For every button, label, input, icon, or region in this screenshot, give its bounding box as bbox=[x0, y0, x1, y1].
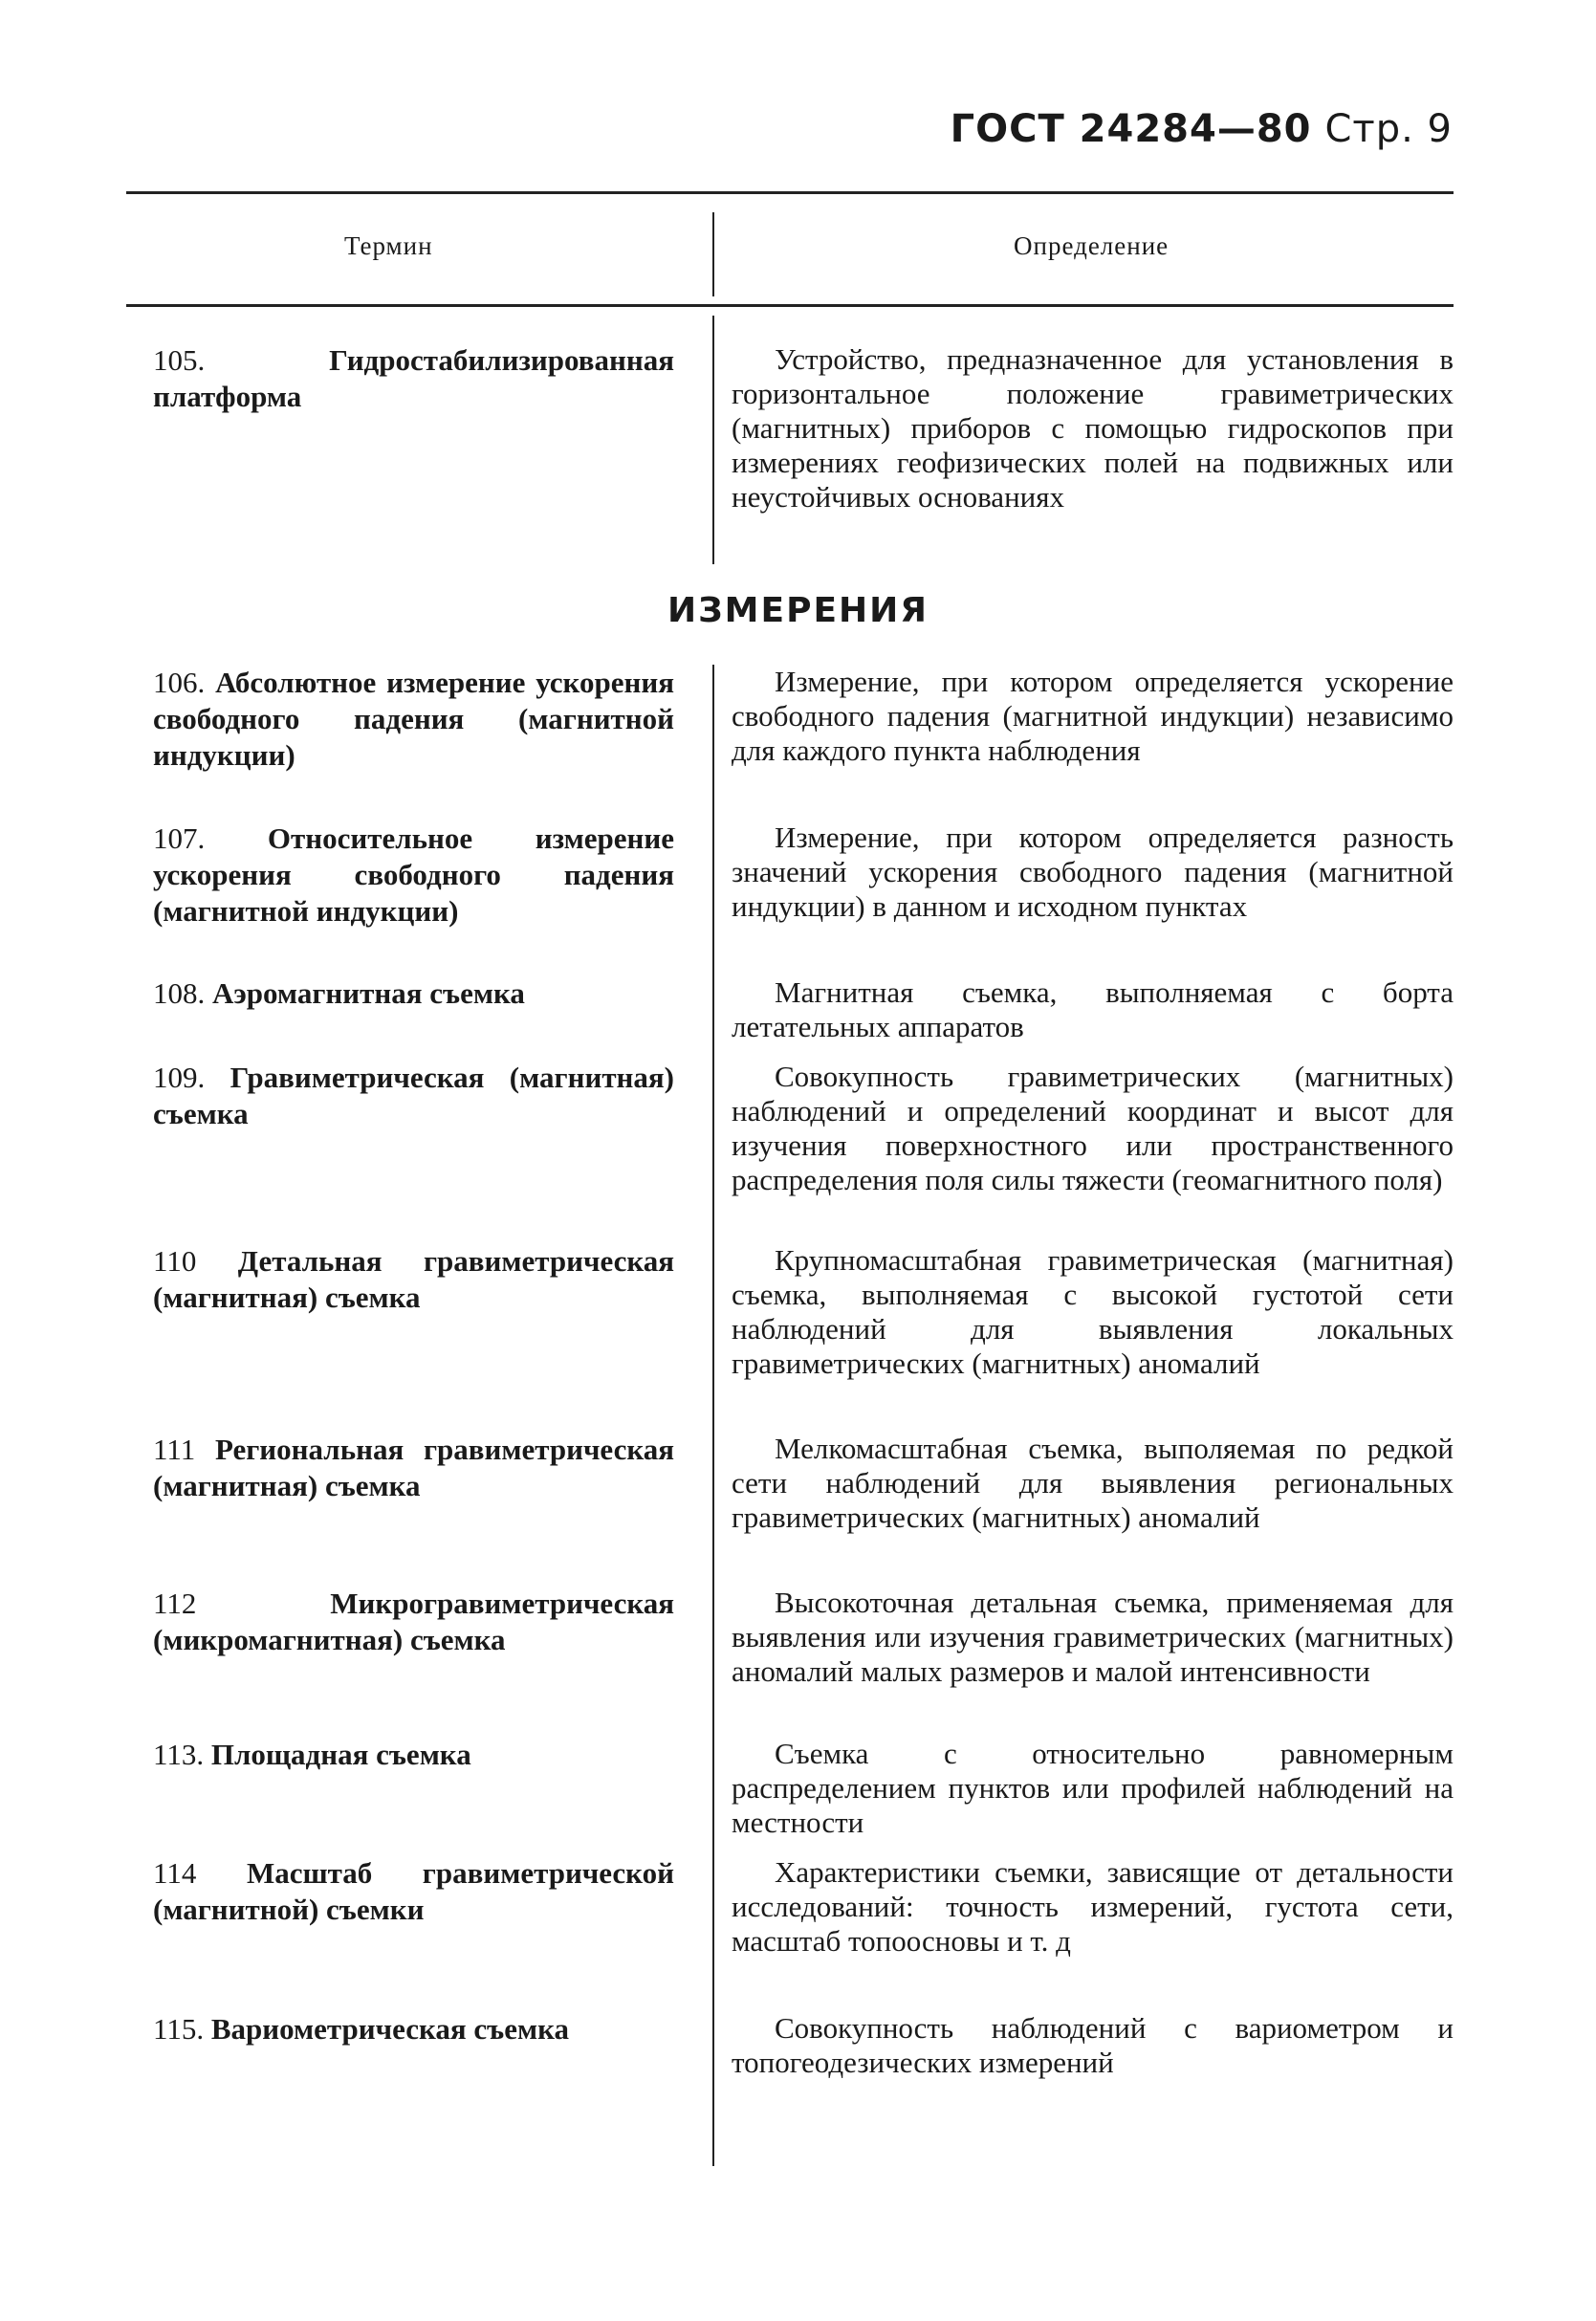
term-number: 106. bbox=[153, 666, 206, 699]
definition: Совокупность наблюдений с вариометром и топогеодезических измерений bbox=[732, 2011, 1454, 2079]
page-number: Стр. 9 bbox=[1324, 107, 1453, 151]
term bbox=[153, 1432, 674, 1504]
term-name: Вариометрическая съемка bbox=[210, 2012, 570, 2046]
definition: Измерение, при котором определяется ускорение свободного падения (магнитной индукции) независимо для каждого пункта наблюдения bbox=[732, 665, 1454, 767]
definition: Мелкомасштабная съемка, выполяемая по редкой сети наблюдений для выявления региональных гравиметрических (магнитных) аномалий bbox=[732, 1432, 1454, 1534]
term-number: 114 bbox=[153, 1856, 197, 1890]
table-header-rule bbox=[126, 304, 1454, 307]
term bbox=[153, 2011, 674, 2047]
term-name: Масштаб гравиметрической (магнитной) съемки bbox=[153, 1856, 675, 1926]
standard-code: ГОСТ 24284—80 bbox=[950, 107, 1312, 151]
term bbox=[153, 1060, 674, 1132]
definition: Измерение, при котором определяется разность значений ускорения свободного падения (магнитной индукции) в данном и исходном пунктах bbox=[732, 821, 1454, 923]
column-header-definition: Определение bbox=[1014, 231, 1170, 260]
term-number: 115. bbox=[153, 2012, 205, 2046]
term-number: 110 bbox=[153, 1244, 197, 1278]
column-divider-header bbox=[712, 212, 714, 296]
term-name: Детальная гравиметрическая (магнитная) съемка bbox=[153, 1244, 675, 1314]
term-number: 107. bbox=[153, 821, 206, 855]
definition: Магнитная съемка, выполняемая с борта летательных аппаратов bbox=[732, 975, 1454, 1043]
term bbox=[153, 1586, 674, 1658]
term bbox=[153, 1243, 674, 1316]
column-divider-top bbox=[712, 316, 714, 564]
definition: Крупномасштабная гравиметрическая (магнитная) съемка, выполняемая с высокой густотой сети наблюдений для выявления локальных гравиметрических (магнитных) аномалий bbox=[732, 1243, 1454, 1380]
term-name: Относительное измерение ускорения свободного падения (магнитной индукции) bbox=[153, 821, 675, 928]
term bbox=[153, 1737, 674, 1773]
term bbox=[153, 665, 674, 774]
page-header bbox=[951, 107, 1453, 151]
term bbox=[153, 342, 674, 415]
term-number: 105. bbox=[153, 343, 206, 377]
term bbox=[153, 821, 674, 930]
term-number: 112 bbox=[153, 1587, 197, 1620]
term bbox=[153, 1855, 674, 1928]
definition: Характеристики съемки, зависящие от детальности исследований: точность измерений, густота сети, масштаб топоосновы и т. д bbox=[732, 1855, 1454, 1958]
definition: Съемка с относительно равномерным распределением пунктов или профилей наблюдений на местности bbox=[732, 1737, 1454, 1839]
table-top-rule bbox=[126, 191, 1454, 194]
term bbox=[153, 975, 674, 1012]
column-divider-main bbox=[712, 665, 714, 2166]
term-number: 108. bbox=[153, 976, 206, 1010]
term-name: Абсолютное измерение ускорения свободного падения (магнитной индукции) bbox=[153, 666, 674, 772]
term-name: Микрогравиметрическая (микромагнитная) съемка bbox=[153, 1587, 674, 1656]
term-name: Региональная гравиметрическая (магнитная) съемка bbox=[153, 1433, 674, 1502]
term-name: Гравиметрическая (магнитная) съемка bbox=[153, 1061, 675, 1130]
definition: Совокупность гравиметрических (магнитных) наблюдений и определений координат и высот для изучения поверхностного или пространственного распределения поля силы тяжести (геомагнитного поля) bbox=[732, 1060, 1454, 1196]
section-title: ИЗМЕРЕНИЯ bbox=[667, 591, 929, 630]
column-header-term: Термин bbox=[344, 231, 433, 260]
term-name: Аэромагнитная съемка bbox=[212, 976, 525, 1010]
definition: Высокоточная детальная съемка, применяемая для выявления или изучения гравиметрических (магнитных) аномалий малых размеров и малой интенсивности bbox=[732, 1586, 1454, 1688]
term-name: Площадная съемка bbox=[210, 1738, 471, 1771]
term-name: Гидростабилизированная платформа bbox=[153, 343, 674, 413]
definition: Устройство, предназначенное для установления в горизонтальное положение гравиметрических (магнитных) приборов с помощью гидроскопов при измерениях геофизических полей на подвижных или неустойчивых основаниях bbox=[732, 342, 1454, 514]
term-number: 113. bbox=[153, 1738, 205, 1771]
term-number: 111 bbox=[153, 1433, 196, 1466]
term-number: 109. bbox=[153, 1061, 206, 1094]
